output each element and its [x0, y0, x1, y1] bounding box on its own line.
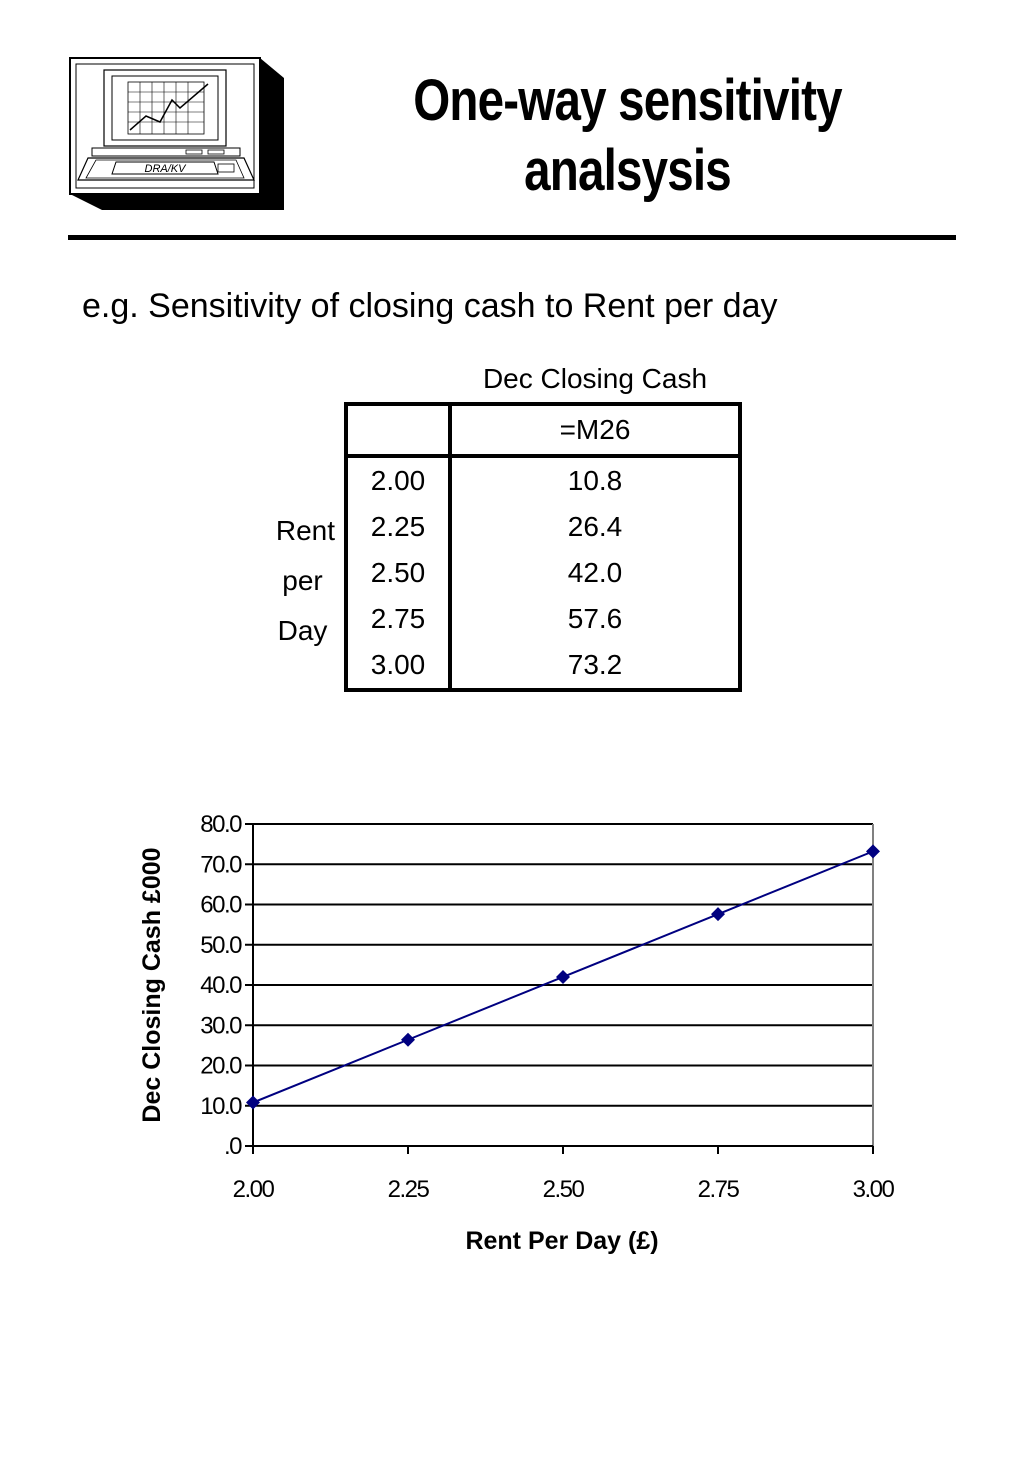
x-tick-label: 2.75	[697, 1176, 739, 1203]
y-tick-labels	[200, 811, 242, 1160]
computer-logo-icon	[68, 56, 290, 214]
table-row	[346, 596, 740, 642]
y-tick-label: 40.0	[200, 972, 241, 999]
subtitle: e.g. Sensitivity of closing cash to Rent per day	[82, 287, 778, 325]
rent-cell: 2.25	[346, 504, 450, 550]
title-divider	[68, 235, 956, 240]
sensitivity-line-chart	[0, 780, 1024, 1280]
logo-text: DRA/KV	[144, 163, 186, 175]
chart-series	[246, 844, 880, 1109]
table-header-row	[346, 404, 740, 456]
rent-cell: 2.00	[346, 456, 450, 504]
row-label-line: Rent	[275, 515, 335, 546]
table-caption: Dec Closing Cash	[482, 363, 708, 394]
rent-cell: 2.50	[346, 550, 450, 596]
y-tick-label: 60.0	[200, 891, 241, 919]
x-tick-label: 2.50	[542, 1176, 584, 1203]
table-row	[346, 504, 740, 550]
table-row	[346, 456, 740, 504]
chart-gridlines	[253, 824, 873, 1106]
data-point	[246, 1096, 260, 1110]
cash-cell: 10.8	[567, 465, 623, 496]
table-row-label	[240, 506, 335, 656]
sensitivity-table	[344, 402, 742, 692]
y-tick-label: 20.0	[200, 1052, 241, 1080]
x-tick-label: 2.00	[232, 1176, 274, 1203]
chart-axes	[245, 824, 873, 1154]
rent-cell: 3.00	[346, 642, 450, 690]
rent-cell: 2.75	[346, 596, 450, 642]
data-point	[556, 970, 570, 984]
y-tick-label: 30.0	[200, 1012, 241, 1040]
table-row	[346, 550, 740, 596]
table-row	[346, 642, 740, 690]
title-line-1: One-way sensitivity	[413, 68, 842, 133]
row-label-line: per	[282, 565, 323, 596]
x-axis-title: Rent Per Day (£)	[465, 1227, 659, 1255]
cash-cell: 42.0	[567, 557, 623, 588]
cash-cell: 26.4	[567, 511, 623, 542]
table-corner-cell	[346, 404, 450, 456]
cash-cell: 73.2	[567, 649, 623, 680]
data-point	[401, 1033, 415, 1047]
y-tick-label: 50.0	[200, 931, 241, 959]
row-label-line: Day	[277, 615, 328, 646]
x-tick-label: 3.00	[852, 1176, 894, 1203]
table-formula-cell: =M26	[450, 404, 740, 456]
y-tick-label: 80.0	[200, 811, 241, 838]
y-tick-label: 70.0	[200, 851, 241, 879]
y-tick-label: .0	[223, 1133, 241, 1160]
data-point	[866, 844, 880, 858]
data-point	[711, 907, 725, 921]
y-tick-label: 10.0	[200, 1092, 241, 1120]
y-axis-title: Dec Closing Cash £000	[138, 847, 166, 1123]
title-line-2: analsysis	[524, 138, 731, 203]
x-tick-label: 2.25	[387, 1176, 429, 1203]
x-tick-labels	[233, 1176, 895, 1203]
slide-title	[392, 66, 864, 206]
cash-cell: 57.6	[567, 603, 623, 634]
